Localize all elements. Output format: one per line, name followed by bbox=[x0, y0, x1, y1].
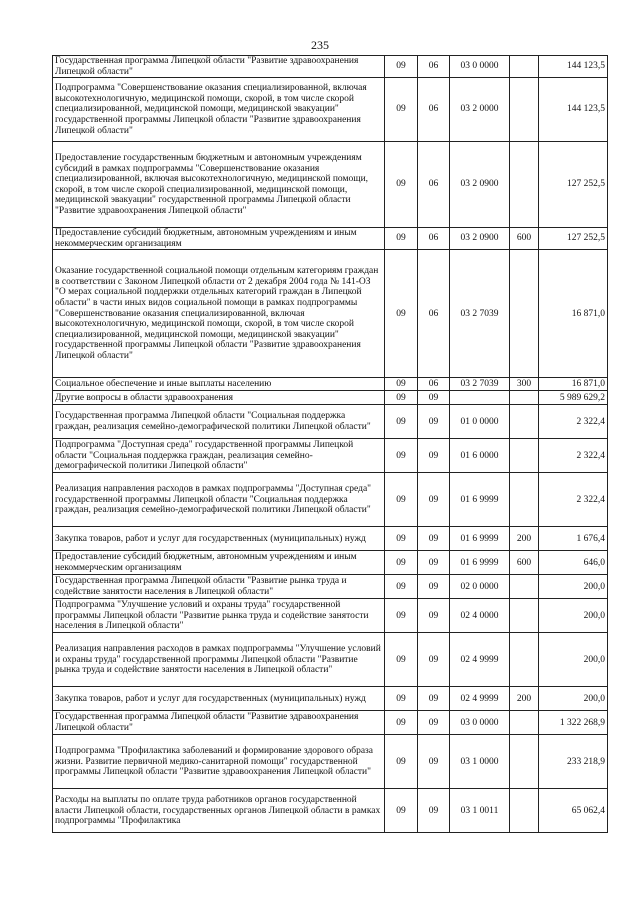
row-subsection: 06 bbox=[418, 228, 450, 250]
row-target-article: 03 0 0000 bbox=[450, 56, 510, 78]
row-amount: 127 252,5 bbox=[539, 228, 608, 250]
row-amount: 127 252,5 bbox=[539, 142, 608, 228]
row-section: 09 bbox=[385, 633, 418, 687]
table-row bbox=[53, 405, 608, 439]
row-section: 09 bbox=[385, 575, 418, 599]
row-subsection: 09 bbox=[418, 711, 450, 735]
row-expense-type bbox=[510, 789, 539, 833]
table-row bbox=[53, 789, 608, 833]
row-description: Другие вопросы в области здравоохранения bbox=[53, 391, 385, 405]
row-description: Подпрограмма "Улучшение условий и охраны труда" государственной программы Липецкой области "Развитие рынка труда и содействие занятости населения в Липецкой области" bbox=[53, 599, 385, 633]
row-description: Предоставление субсидий бюджетным, автономным учреждениям и иным некоммерческим организациям bbox=[53, 551, 385, 575]
row-section: 09 bbox=[385, 405, 418, 439]
row-expense-type bbox=[510, 711, 539, 735]
table-row bbox=[53, 56, 608, 78]
row-amount: 16 871,0 bbox=[539, 250, 608, 378]
row-section: 09 bbox=[385, 735, 418, 789]
table-row bbox=[53, 599, 608, 633]
row-section: 09 bbox=[385, 378, 418, 391]
row-amount: 16 871,0 bbox=[539, 378, 608, 391]
row-target-article: 03 0 0000 bbox=[450, 711, 510, 735]
row-section: 09 bbox=[385, 439, 418, 473]
row-description: Социальное обеспечение и иные выплаты населению bbox=[53, 378, 385, 391]
row-subsection: 06 bbox=[418, 56, 450, 78]
row-description: Реализация направления расходов в рамках подпрограммы "Улучшение условий и охраны труда" государственной программы Липецкой области "Развитие рынка труда и содействие занятости населения в Липецкой области" bbox=[53, 633, 385, 687]
row-target-article: 03 1 0011 bbox=[450, 789, 510, 833]
row-target-article: 03 2 0000 bbox=[450, 78, 510, 142]
row-section: 09 bbox=[385, 391, 418, 405]
row-section: 09 bbox=[385, 599, 418, 633]
row-expense-type bbox=[510, 599, 539, 633]
row-amount: 2 322,4 bbox=[539, 405, 608, 439]
row-amount: 65 062,4 bbox=[539, 789, 608, 833]
row-section: 09 bbox=[385, 250, 418, 378]
row-description: Государственная программа Липецкой области "Развитие рынка труда и содействие занятости населения в Липецкой области" bbox=[53, 575, 385, 599]
row-expense-type bbox=[510, 56, 539, 78]
row-description: Подпрограмма "Доступная среда" государственной программы Липецкой области "Социальная поддержка граждан, реализация семейно-демографической политики Липецкой области" bbox=[53, 439, 385, 473]
row-target-article: 03 2 7039 bbox=[450, 250, 510, 378]
row-description: Государственная программа Липецкой области "Развитие здравоохранения Липецкой области" bbox=[53, 711, 385, 735]
row-section: 09 bbox=[385, 473, 418, 527]
row-target-article: 02 0 0000 bbox=[450, 575, 510, 599]
row-subsection: 09 bbox=[418, 405, 450, 439]
table-row bbox=[53, 527, 608, 551]
page-number: 235 bbox=[311, 38, 329, 52]
table-row bbox=[53, 78, 608, 142]
table-row bbox=[53, 551, 608, 575]
row-section: 09 bbox=[385, 711, 418, 735]
row-amount: 646,0 bbox=[539, 551, 608, 575]
row-target-article: 03 2 7039 bbox=[450, 378, 510, 391]
row-subsection: 09 bbox=[418, 633, 450, 687]
row-section: 09 bbox=[385, 551, 418, 575]
row-amount: 2 322,4 bbox=[539, 473, 608, 527]
row-amount: 144 123,5 bbox=[539, 78, 608, 142]
row-amount: 200,0 bbox=[539, 633, 608, 687]
row-description: Закупка товаров, работ и услуг для государственных (муниципальных) нужд bbox=[53, 687, 385, 711]
row-target-article: 02 4 9999 bbox=[450, 687, 510, 711]
row-description: Предоставление субсидий бюджетным, автономным учреждениям и иным некоммерческим организациям bbox=[53, 228, 385, 250]
table-row bbox=[53, 575, 608, 599]
row-expense-type bbox=[510, 575, 539, 599]
row-target-article: 01 6 9999 bbox=[450, 551, 510, 575]
row-section: 09 bbox=[385, 527, 418, 551]
row-section: 09 bbox=[385, 56, 418, 78]
row-target-article: 02 4 9999 bbox=[450, 633, 510, 687]
row-amount: 144 123,5 bbox=[539, 56, 608, 78]
row-subsection: 06 bbox=[418, 142, 450, 228]
table-row bbox=[53, 633, 608, 687]
row-description: Расходы на выплаты по оплате труда работников органов государственной власти Липецкой области, государственных органов Липецкой области в рамках подпрограммы "Профилактика bbox=[53, 789, 385, 833]
row-amount: 200,0 bbox=[539, 599, 608, 633]
row-expense-type: 200 bbox=[510, 687, 539, 711]
row-amount: 5 989 629,2 bbox=[539, 391, 608, 405]
row-expense-type: 300 bbox=[510, 378, 539, 391]
row-subsection: 09 bbox=[418, 789, 450, 833]
row-subsection: 09 bbox=[418, 599, 450, 633]
row-subsection: 09 bbox=[418, 391, 450, 405]
row-amount: 233 218,9 bbox=[539, 735, 608, 789]
budget-table bbox=[52, 55, 608, 833]
row-section: 09 bbox=[385, 687, 418, 711]
row-description: Реализация направления расходов в рамках подпрограммы "Доступная среда" государственной программы Липецкой области "Социальная поддержка граждан, реализация семейно-демографической политики Липецкой области" bbox=[53, 473, 385, 527]
table-row bbox=[53, 687, 608, 711]
row-section: 09 bbox=[385, 142, 418, 228]
table-row bbox=[53, 735, 608, 789]
row-description: Закупка товаров, работ и услуг для государственных (муниципальных) нужд bbox=[53, 527, 385, 551]
row-target-article: 01 6 9999 bbox=[450, 527, 510, 551]
row-description: Государственная программа Липецкой области "Развитие здравоохранения Липецкой области" bbox=[53, 56, 385, 78]
row-amount: 200,0 bbox=[539, 575, 608, 599]
table-row bbox=[53, 228, 608, 250]
table-row bbox=[53, 378, 608, 391]
row-target-article bbox=[450, 391, 510, 405]
row-section: 09 bbox=[385, 228, 418, 250]
row-subsection: 09 bbox=[418, 575, 450, 599]
table-row bbox=[53, 439, 608, 473]
row-expense-type bbox=[510, 78, 539, 142]
row-description: Подпрограмма "Профилактика заболеваний и формирование здорового образа жизни. Развитие первичной медико-санитарной помощи" государственной программы Липецкой области "Развитие здравоохранения Липецкой области" bbox=[53, 735, 385, 789]
row-expense-type: 600 bbox=[510, 551, 539, 575]
row-section: 09 bbox=[385, 78, 418, 142]
row-expense-type: 200 bbox=[510, 527, 539, 551]
table-row bbox=[53, 473, 608, 527]
row-expense-type bbox=[510, 250, 539, 378]
row-amount: 1 322 268,9 bbox=[539, 711, 608, 735]
row-target-article: 01 0 0000 bbox=[450, 405, 510, 439]
row-target-article: 03 2 0900 bbox=[450, 142, 510, 228]
row-amount: 2 322,4 bbox=[539, 439, 608, 473]
row-target-article: 03 1 0000 bbox=[450, 735, 510, 789]
row-expense-type bbox=[510, 633, 539, 687]
row-subsection: 09 bbox=[418, 527, 450, 551]
row-subsection: 09 bbox=[418, 439, 450, 473]
table-row bbox=[53, 711, 608, 735]
row-expense-type bbox=[510, 439, 539, 473]
row-description: Оказание государственной социальной помощи отдельным категориям граждан в соответствии с Законом Липецкой области от 2 декабря 2004 года № 141-ОЗ "О мерах социальной поддержки отдельных категорий граждан в Липецкой области" в части иных видов социальной помощи в рамках подпрограммы "Совершенствование оказания специализированной, включая высокотехнологичную, медицинской помощи, скорой, в том числе скорой специализированной, медицинской помощи, медицинской эвакуации" государственной программы Липецкой области "Развитие здравоохранения Липецкой области" bbox=[53, 250, 385, 378]
row-subsection: 06 bbox=[418, 78, 450, 142]
row-subsection: 09 bbox=[418, 735, 450, 789]
row-target-article: 02 4 0000 bbox=[450, 599, 510, 633]
row-subsection: 09 bbox=[418, 551, 450, 575]
row-subsection: 09 bbox=[418, 473, 450, 527]
row-subsection: 06 bbox=[418, 250, 450, 378]
row-target-article: 01 6 9999 bbox=[450, 473, 510, 527]
table-row bbox=[53, 391, 608, 405]
row-expense-type bbox=[510, 391, 539, 405]
row-expense-type bbox=[510, 735, 539, 789]
row-expense-type bbox=[510, 405, 539, 439]
row-amount: 200,0 bbox=[539, 687, 608, 711]
row-amount: 1 676,4 bbox=[539, 527, 608, 551]
row-subsection: 06 bbox=[418, 378, 450, 391]
row-target-article: 03 2 0900 bbox=[450, 228, 510, 250]
row-subsection: 09 bbox=[418, 687, 450, 711]
row-description: Предоставление государственным бюджетным и автономным учреждениям субсидий в рамках подпрограммы "Совершенствование оказания специализированной, включая высокотехнологичную, медицинской помощи, скорой, в том числе скорой специализированной, медицинской помощи, медицинской эвакуации" государственной программы Липецкой области "Развитие здравоохранения Липецкой области" bbox=[53, 142, 385, 228]
table-row bbox=[53, 250, 608, 378]
row-target-article: 01 6 0000 bbox=[450, 439, 510, 473]
table-row bbox=[53, 142, 608, 228]
row-section: 09 bbox=[385, 789, 418, 833]
row-description: Подпрограмма "Совершенствование оказания специализированной, включая высокотехнологичную, медицинской помощи, скорой, в том числе скорой специализированной, медицинской помощи, медицинской эвакуации" государственной программы Липецкой области "Развитие здравоохранения Липецкой области" bbox=[53, 78, 385, 142]
row-expense-type: 600 bbox=[510, 228, 539, 250]
row-description: Государственная программа Липецкой области "Социальная поддержка граждан, реализация семейно-демографической политики Липецкой области" bbox=[53, 405, 385, 439]
row-expense-type bbox=[510, 473, 539, 527]
row-expense-type bbox=[510, 142, 539, 228]
